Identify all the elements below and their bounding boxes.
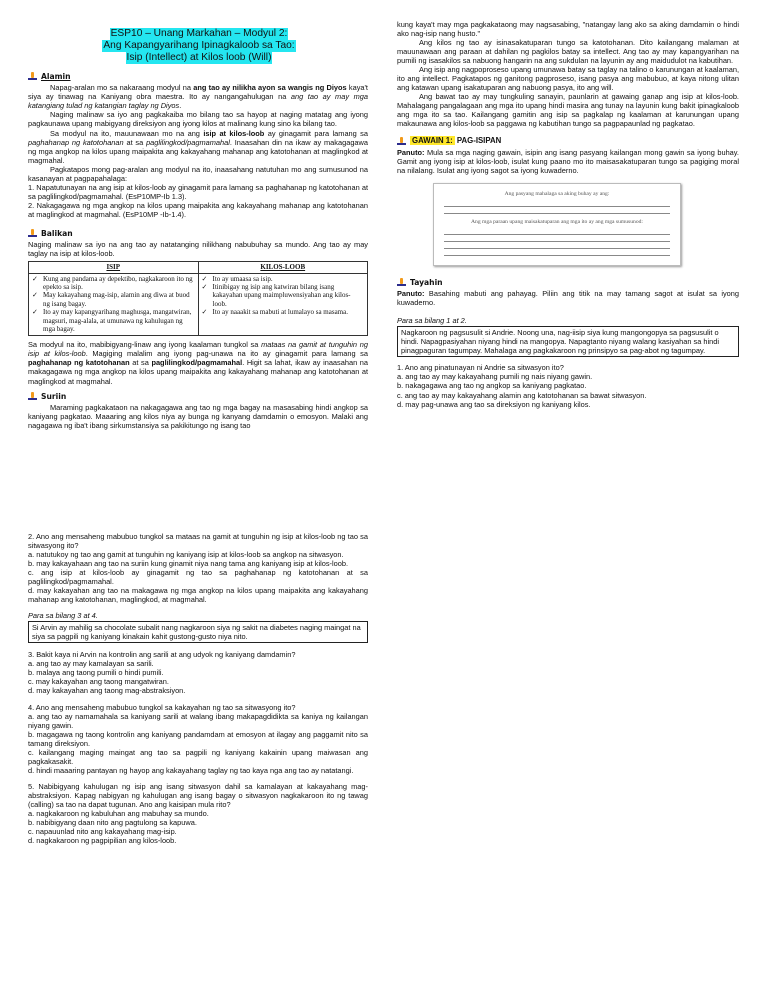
- question-2-choice-d: d. may kakayahan ang tao na makagawa ng mga angkop na kilos upang maipakita ang kakayahang mahanap ang katotohanan, maglingkod, at magmahal.: [28, 586, 368, 605]
- question-3-choice-d: d. may kakayahan ang taong mag-abstraksiyon.: [28, 686, 186, 696]
- question-3-choice-b: b. malaya ang taong pumili o hindi pumili.: [28, 668, 164, 678]
- suriin-paragraph-3: Ang isip ang nagpoproseso upang umunawa batay sa taglay na talino o karunungan at kaalaman, ito ang intellect. Pagkatapos ng ganitong pagproseso, isang pasya ang mabubuo, at kaya nitong ulitan ang katawan upang isakatuparan ang nabuong pasya, ito ang will.: [397, 65, 739, 93]
- para-3-4-label: Para sa bilang 3 at 4.: [28, 611, 98, 621]
- gawain-instructions: Panuto: Mula sa mga naging gawain, isipin ang isang pasyang kailangan mong gawin sa iyong buhay. Gamit ang iyong isip at kilos-loob, isulat kung paano mo ito maisasakatuparan tungo sa pagiging moral na nilalang. Isulat ang iyong sagot sa iyong kuwaderno.: [397, 147, 739, 175]
- writing-line: [444, 249, 670, 256]
- case-andrie-box: Nagkaroon ng pagsusulit si Andrie. Noong una, nag-iisip siya kung mangongopya sa pagsusulit o hindi. Napagpasiyahan niyang hindi na mangopya. Napagtanto niyang walang kasiyahan sa hindi pinagpaguran tagumpay. Mahalaga ang pagkakaroon ng prinsipyo sa pag-abot ng tagumpay.: [397, 326, 739, 357]
- bottom-column: [28, 532, 368, 845]
- balikan-heading-label: Balikan: [41, 228, 73, 238]
- alamin-paragraph-3: Sa modyul na ito, mauunawaan mo na ang isip at kilos-loob ay ginagamit para lamang sa paghahanap ng katotohanan at sa paglilingkod/pagmamahal. Inaasahan din na ikaw ay makagagawa ng mga angkop na kilos upang maipakita ang kakayahang mahanap ang katotohanan at maglingkod at magmahal.: [28, 128, 368, 165]
- left-column: [28, 28, 368, 430]
- table-header-kilosloob: KILOS-LOOB: [198, 262, 368, 274]
- list-item: ✓ Itinibigay ng isip ang katwiran bilang isang kakayahan upang maimpluwensiyahan ang kilos-loob.: [201, 283, 351, 308]
- question-5: 5. Nabibigyang kahulugan ng isip ang isang sitwasyon dahil sa kamalayan at kakayahang mag-abstraksiyon. Kapag nabigyan ng kahulugan ang isang bagay o sitwasyon nagkakaroon ito ng tawag (calling) sa tao na dapat tugunan. Ano ang kaisipan mula rito?: [28, 781, 368, 809]
- question-3-choice-a: a. ang tao ay may kamalayan sa sarili.: [28, 659, 154, 669]
- pin-icon: [28, 392, 37, 401]
- title-line-2: Ang Kapangyarihang Ipinagkaloob sa Tao:: [103, 40, 295, 52]
- alamin-paragraph-4: Pagkatapos mong pag-aralan ang modyul na ito, inaasahang natutuhan mo ang sumusunod na kasanayan at pagpapahalaga:: [28, 164, 368, 183]
- question-4: 4. Ano ang mensaheng mabubuo tungkol sa kakayahan ng tao sa sitwasyong ito?: [28, 702, 296, 712]
- question-3: 3. Bakit kaya ni Arvin na kontrolin ang sarili at ang udyok ng kaniyang damdamin?: [28, 650, 296, 660]
- question-1-choice-a: a. ang tao ay may kakayahang pumili ng nais niyang gawin.: [397, 372, 593, 382]
- table-cell-isip: [29, 273, 199, 336]
- question-2: 2. Ano ang mensaheng mabubuo tungkol sa mataas na gamit at tunguhin ng isip at kilos-loob ng tao sa sitwasyong ito?: [28, 532, 368, 551]
- alamin-heading-label: Alamin: [41, 72, 71, 82]
- question-1-choice-b: b. nakagagawa ang tao ng angkop sa kaniyang pagkatao.: [397, 381, 587, 391]
- tayahin-instructions: Panuto: Basahing mabuti ang pahayag. Piliin ang titik na may tamang sagot at isulat sa iyong kuwaderno.: [397, 289, 739, 308]
- pin-icon: [397, 137, 406, 146]
- suriin-heading-label: Suriin: [41, 391, 67, 401]
- question-4-choice-a: a. ang tao ay namamahala sa kaniyang sarili at walang ibang makapagdidikta sa kaniya ng kailangan niyang gawin.: [28, 711, 368, 730]
- suriin-paragraph-4: Ang bawat tao ay may tungkuling sanayin, paunlarin at gawaing ganap ang isip at kilos-loob. Mahalagang pangalagaan ang mga ito upang hindi masira ang tunay na layunin kung bakit ipinagkaloob ang mga ito sa tao. Kailangang gamitin ang isip sa pagkalap ng kaalaman at karunungan upang makaunawa ang kilos-loob sa paggawa ng kabutihan tungo sa pagpapaunlad ng pagkatao.: [397, 92, 739, 129]
- title-line-3: Isip (Intellect) at Kilos loob (Will): [126, 52, 272, 64]
- balikan-heading: [28, 229, 368, 238]
- question-2-choice-b: b. may kakayahaan ang tao na suriin kung ginamit niya nang tama ang kaniyang isip at kilos-loob.: [28, 559, 349, 569]
- list-item: ✓ Kung ang pandama ay depektibo, nagkakaroon ito ng epekto sa isip.: [32, 274, 193, 292]
- answer-box-image: [433, 183, 681, 266]
- case-arvin-box: Si Arvin ay mahilig sa chocolate subalit nang nagkaroon siya ng sakit na diabetes naging maingat na siya sa pagpili ng kaniyang kinakain kahit gustong-gusto niya nito.: [28, 621, 368, 643]
- suriin-continuation: kung kaya't may mga pagkakataong may nagsasabing, "natangay lang ako sa aking damdamin o hindi ako nag-isip nang husto.": [397, 20, 739, 39]
- para-1-2-label: Para sa bilang 1 at 2.: [397, 316, 467, 326]
- writing-line: [444, 235, 670, 242]
- question-4-choice-b: b. magagawa ng taong kontrolin ang kaniyang pandamdam at emosyon at ilagay ang paggamit nito sa tamang direksiyon.: [28, 729, 368, 748]
- question-1-choice-d: d. may pag-unawa ang tao sa direksiyon ng kaniyang kilos.: [397, 399, 591, 409]
- question-5-choice-b: b. nabibigyang daan nito ang pagtulong sa kapuwa.: [28, 817, 197, 827]
- checkmark-icon: ✓: [32, 308, 38, 317]
- suriin-paragraph-2: Ang kilos ng tao ay isinasakatuparan tungo sa katotohanan. Dito kailangang malaman at mauunawaan ang paraan at dahilan ng pagkilos batay sa intellect. Ang tao ay may kapangyarihan na pumili ng isasakilos sa nabuong hangarin na ang sukdulan na layunin ay ang maidudulot na kabutihan.: [397, 38, 739, 66]
- question-1-choice-c: c. ang tao ay may kakayahang alamin ang katotohanan sa bawat sitwasyon.: [397, 390, 647, 400]
- question-2-choice-a: a. natutukoy ng tao ang gamit at tunguhin ng kaniyang isip at kilos-loob sa angkop na sitwasyon.: [28, 550, 344, 560]
- list-item: ✓ Ito ay naaakit sa mabuti at lumalayo sa masama.: [201, 308, 348, 317]
- checkmark-icon: ✓: [201, 283, 208, 292]
- balikan-intro: Naging malinaw sa iyo na ang tao ay natatanging nilikhang nabubuhay sa mundo. Ang tao ay may taglay na isip at kilos-loob.: [28, 240, 368, 259]
- answer-box-label-1: Ang pasyang mahalaga sa aking buhay ay ang:: [504, 190, 610, 197]
- checkmark-icon: ✓: [201, 274, 208, 283]
- alamin-heading: [28, 72, 368, 81]
- table-cell-kilosloob: [198, 273, 368, 336]
- question-5-choice-d: d. nagkakaroon ng pagpipilian ang kilos-loob.: [28, 835, 177, 845]
- list-item: ✓ May kakayahang mag-isip, alamin ang diwa at buod ng isang bagay.: [32, 291, 190, 308]
- suriin-paragraph: Maraming pagkakataon na nakagagawa ang tao ng mga bagay na masasabing hindi angkop sa kaniyang pagkatao. Maaaring ang kilos niya ay bunga ng kanyang damdamin o emosyon. Malaki ang nagagawa ng iba't ibang sirkumstansiya sa pakikitungo ng isang tao: [28, 402, 368, 430]
- question-2-choice-c: c. ang isip at kilos-loob ay ginagamit ng tao sa paghahanap ng katotohanan at sa paglilingkod/pagmamahal.: [28, 568, 368, 587]
- writing-line: [444, 207, 670, 214]
- question-5-choice-c: c. napauunlad nito ang kakayahang mag-isip.: [28, 826, 177, 836]
- question-5-choice-a: a. nagkakaroon ng kabuluhan ang mabuhay sa mundo.: [28, 808, 209, 818]
- pin-icon: [28, 72, 37, 81]
- title-line-1: ESP10 – Unang Markahan – Modyul 2:: [110, 28, 288, 39]
- alamin-objective-1: 1. Napatutunayan na ang isip at kilos-loob ay ginagamit para lamang sa paghahanap ng katotohanan at sa paglilingkod/pagmamahal. (EsP10MP-Ib 1.3).: [28, 182, 368, 201]
- list-item: ✓ Ito ay umaasa sa isip.: [201, 274, 273, 283]
- pin-icon: [397, 278, 406, 287]
- gawain-heading: [397, 136, 739, 146]
- question-1: 1. Ano ang pinatunayan ni Andrie sa sitwasyon ito?: [397, 363, 564, 373]
- pin-icon: [28, 229, 37, 238]
- tayahin-heading-label: Tayahin: [410, 277, 443, 287]
- tayahin-heading: [397, 278, 739, 287]
- gawain-label: GAWAIN 1:: [412, 136, 453, 146]
- writing-line: [444, 242, 670, 249]
- table-header-isip: ISIP: [29, 262, 199, 274]
- balikan-after-paragraph: Sa modyul na ito, mabibigyang-linaw ang iyong kaalaman tungkol sa mataas na gamit at tunguhin ng isip at kilos-loob. Magiging malalim ang iyong pag-unawa na ito ay ginagamit para lamang sa paghahanap ng katotohanan at sa paglilingkod/pagmamahal. Higit sa lahat, ikaw ay inaasahan na makagagawa ng mga angkop na kilos upang maipakita ang kakayahang mahanap ang katotohanan at maglingkod at magmahal.: [28, 340, 368, 386]
- gawain-title: PAG-ISIPAN: [454, 136, 502, 146]
- alamin-paragraph-1: Napag-aralan mo sa nakaraang modyul na ang tao ay nilikha ayon sa wangis ng Diyos kaya't siya ay tinawag na Kaniyang obra maestra. Ito ay nangangahulugan na ang tao ay may mga katangiang tulad ng katangian taglay ng Diyos.: [28, 83, 368, 111]
- question-3-choice-c: c. may kakayahan ang taong mangatwiran.: [28, 677, 169, 687]
- alamin-objective-2: 2. Nakagagawa ng mga angkop na kilos upang maipakita ang kakayahang mahanap ang katotohanan at maglingkod at magmahal. (EsP10MP -Ib-1.4).: [28, 200, 368, 219]
- writing-line: [444, 200, 670, 207]
- checkmark-icon: ✓: [201, 308, 208, 317]
- writing-line: [444, 228, 670, 235]
- list-item: ✓ Ito ay may kapangyarihang maghusga, mangatwiran, magsuri, mag-alala, at umunawa ng kahulugan ng mga bagay.: [32, 308, 192, 333]
- suriin-heading: [28, 392, 368, 401]
- page-title: [84, 28, 314, 64]
- checkmark-icon: ✓: [32, 274, 38, 283]
- answer-box-label-2: Ang mga paraan upang maisakatuparan ang mga ito ay ang mga sumusunod:: [471, 218, 643, 225]
- right-column: [397, 20, 739, 409]
- checkmark-icon: ✓: [32, 291, 38, 300]
- alamin-paragraph-2: Naging malinaw sa iyo ang pagkakaiba mo bilang tao sa hayop at naging matatag ang iyong pagkaunawa upang mabigyang direksiyon ang iyong kilos at malinang kung sino ka bilang tao.: [28, 110, 368, 129]
- question-4-choice-c: c. kailangang maging maingat ang tao sa pagpili ng kaniyang kakainin upang maiwasan ang pagkakasakit.: [28, 747, 368, 766]
- isip-kilosloob-table: [28, 261, 368, 336]
- question-4-choice-d: d. hindi maaaring pantayan ng hayop ang kakayahang taglay ng tao kaya nga ang tao ay natatangi.: [28, 765, 354, 775]
